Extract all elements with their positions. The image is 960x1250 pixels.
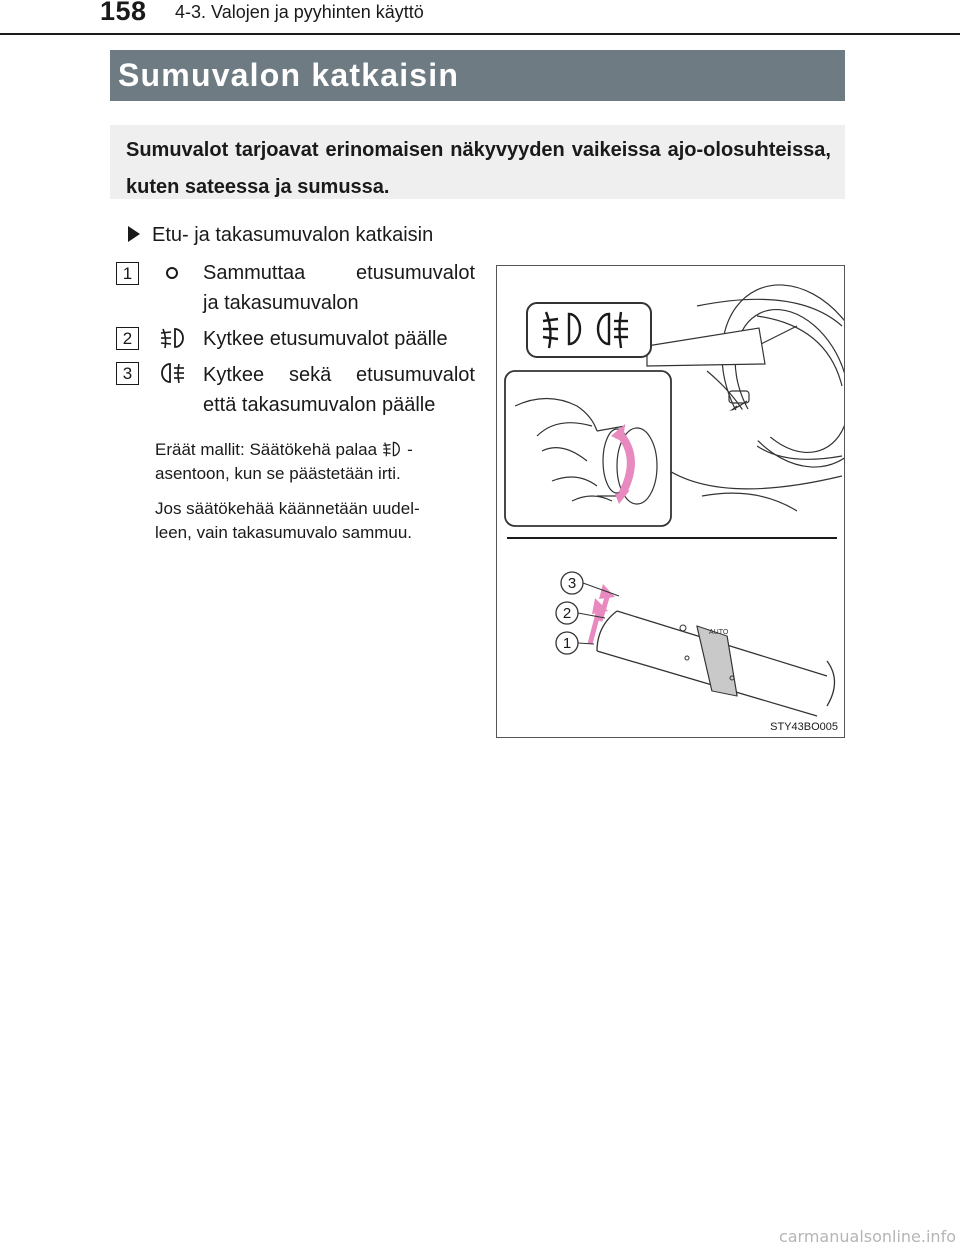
intro-text: Sumuvalot tarjoavat erinomaisen näkyvyyden vaikeissa ajo-olosuhteissa, kuten sateessa ja sumussa.: [126, 139, 831, 198]
step-number-1: 1: [116, 262, 139, 285]
step-text-2: Kytkee etusumuvalot päälle: [203, 328, 448, 350]
stalk-auto-label: AUTO: [709, 629, 729, 636]
callout-2: 2: [562, 605, 572, 622]
note-1-part1: Eräät mallit: Säätökehä palaa: [155, 440, 378, 459]
title-bar: [110, 50, 845, 101]
subheading: [128, 222, 433, 248]
off-circle-icon: [158, 264, 188, 286]
front-fog-light-icon: [381, 438, 403, 454]
page-title: Sumuvalon katkaisin: [118, 57, 460, 93]
note-1: [155, 436, 477, 463]
note-1-line2: asentoon, kun se päästetään irti.: [155, 464, 401, 483]
step-text-3a: Kytkee sekä etusumuvalot: [203, 364, 475, 386]
figure-drawing: [497, 266, 844, 737]
figure-code: STY43BO005: [770, 721, 838, 733]
front-fog-light-icon: [158, 327, 188, 349]
note-1-part2: -: [407, 440, 413, 459]
callout-3: 3: [567, 575, 577, 592]
page-number: 158: [100, 0, 147, 26]
step-text-3b: että takasumuvalon päälle: [203, 394, 436, 416]
section-path: 4-3. Valojen ja pyyhinten käyttö: [175, 2, 424, 22]
step-number-2: 2: [116, 327, 139, 350]
subheading-text: Etu- ja takasumuvalon katkaisin: [152, 224, 434, 246]
callout-1: 1: [562, 635, 572, 652]
intro-box: [110, 125, 845, 199]
header-divider: [0, 33, 960, 35]
note-2-line1: Jos säätökehää käännetään uudel-: [155, 499, 420, 518]
watermark: carmanualsonline.info: [778, 1227, 956, 1246]
figure-illustration: [496, 265, 845, 738]
step-number-3: 3: [116, 362, 139, 385]
step-text-1b: ja takasumuvalon: [203, 292, 359, 314]
step-text-1a: Sammuttaa etusumuvalot: [203, 262, 475, 284]
triangle-bullet-icon: [128, 226, 140, 242]
rear-fog-light-icon: [158, 362, 188, 384]
note-2-line2: leen, vain takasumuvalo sammuu.: [155, 523, 413, 542]
